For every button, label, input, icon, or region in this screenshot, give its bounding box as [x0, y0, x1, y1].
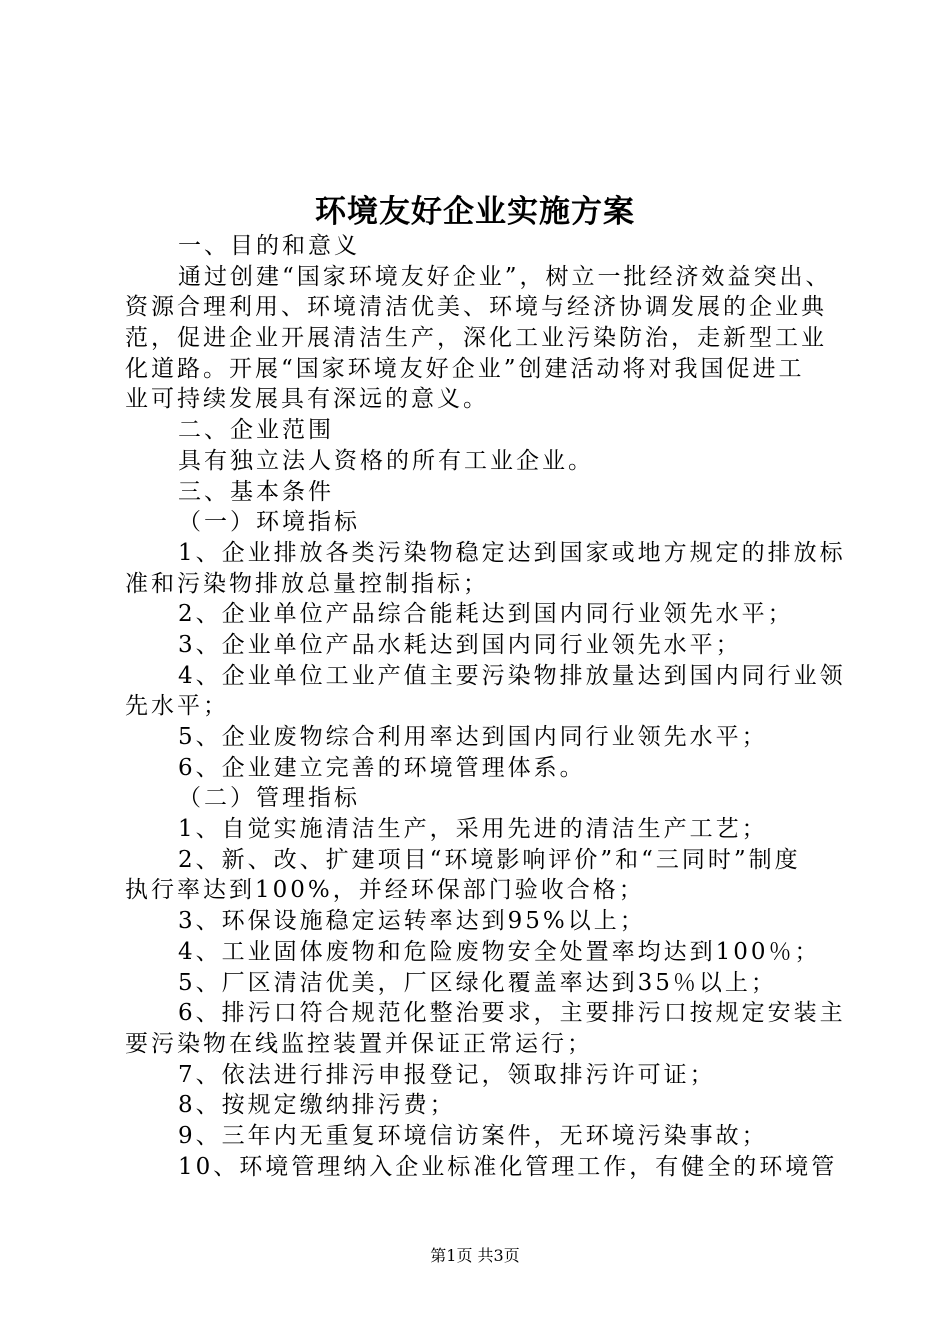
document-body	[125, 231, 845, 1182]
text-line: 执行率达到100%，并经环保部门验收合格；	[125, 877, 645, 904]
text-line: 10、环境管理纳入企业标准化管理工作，有健全的环境管	[178, 1153, 838, 1180]
text-line: 资源合理利用、环境清洁优美、环境与经济协调发展的企业典	[125, 294, 827, 321]
text-line: 2、企业单位产品综合能耗达到国内同行业领先水平；	[178, 601, 794, 628]
text-line: 三、基本条件	[178, 478, 334, 505]
text-line: 二、企业范围	[178, 417, 334, 444]
text-line: 6、排污口符合规范化整治要求，主要排污口按规定安装主	[178, 1000, 846, 1027]
document-title: 环境友好企业实施方案	[315, 194, 635, 230]
text-line: 3、环保设施稳定运转率达到95%以上；	[178, 908, 646, 935]
text-line: 要污染物在线监控装置并保证正常运行；	[125, 1030, 593, 1057]
text-line: 1、企业排放各类污染物稳定达到国家或地方规定的排放标	[178, 539, 846, 566]
text-line: 9、三年内无重复环境信访案件，无环境污染事故；	[178, 1122, 768, 1149]
text-line: 4、企业单位工业产值主要污染物排放量达到国内同行业领	[178, 662, 846, 689]
text-line: 化道路。开展“国家环境友好企业”创建活动将对我国促进工	[125, 355, 805, 382]
text-line: 4、工业固体废物和危险废物安全处置率均达到100％；	[178, 938, 821, 965]
text-line: （二）管理指标	[178, 785, 360, 812]
text-line: 通过创建“国家环境友好企业”，树立一批经济效益突出、	[178, 263, 832, 290]
text-line: 2、新、改、扩建项目“环境影响评价”和“三同时”制度	[178, 846, 801, 873]
text-line: 先水平；	[125, 693, 229, 720]
text-line: 3、企业单位产品水耗达到国内同行业领先水平；	[178, 631, 742, 658]
text-line: 业可持续发展具有深远的意义。	[125, 386, 489, 413]
text-line: 5、厂区清洁优美，厂区绿化覆盖率达到35％以上；	[178, 969, 777, 996]
text-line: 1、自觉实施清洁生产，采用先进的清洁生产工艺；	[178, 816, 768, 843]
text-line: 7、依法进行排污申报登记，领取排污许可证；	[178, 1061, 716, 1088]
text-line: 具有独立法人资格的所有工业企业。	[178, 447, 594, 474]
text-line: （一）环境指标	[178, 509, 360, 536]
text-line: 准和污染物排放总量控制指标；	[125, 570, 489, 597]
text-line: 一、目的和意义	[178, 233, 360, 259]
page-footer: 第1页 共3页	[430, 1246, 520, 1265]
text-line: 8、按规定缴纳排污费；	[178, 1092, 456, 1119]
text-line: 6、企业建立完善的环境管理体系。	[178, 754, 586, 781]
text-line: 5、企业废物综合利用率达到国内同行业领先水平；	[178, 724, 768, 750]
text-line: 范，促进企业开展清洁生产，深化工业污染防治，走新型工业	[125, 325, 827, 352]
